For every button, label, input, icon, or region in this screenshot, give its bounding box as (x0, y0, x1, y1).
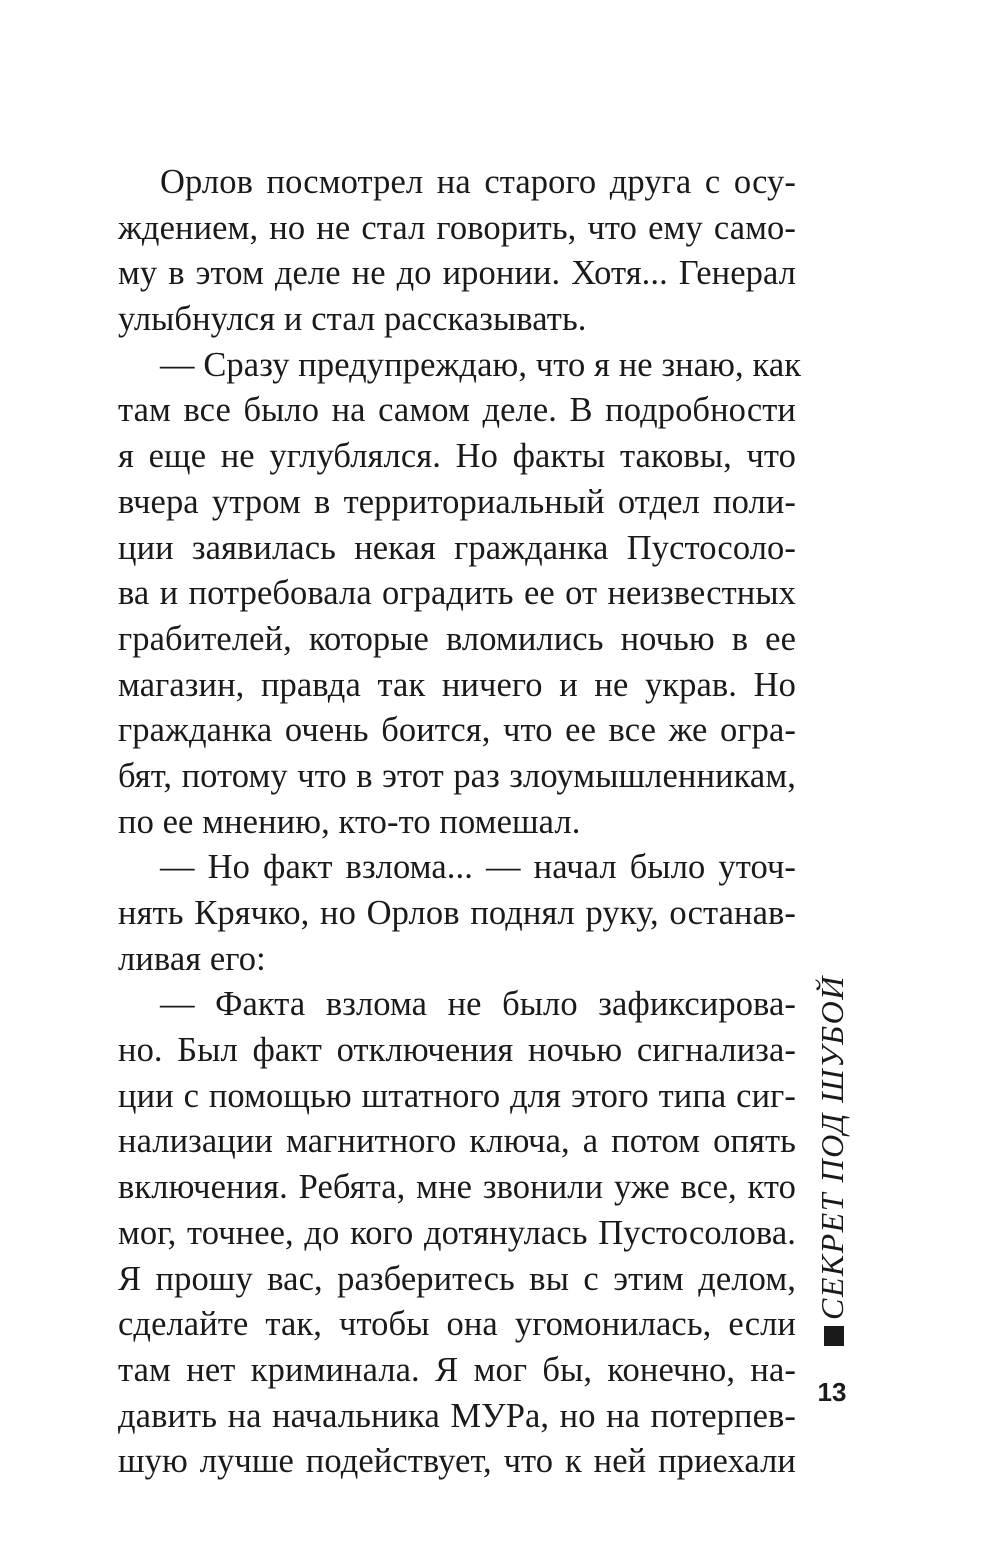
text-line: нализации магнитного ключа, а потом опять (118, 1122, 796, 1161)
square-marker-icon (824, 1326, 844, 1346)
text-line: вчера утром в территориальный отдел поли- (118, 482, 796, 521)
text-line: нять Крячко, но Орлов поднял руку, останав- (118, 894, 796, 932)
text-line: по ее мнению, кто-то помешал. (118, 802, 581, 841)
text-line: давить на начальника МУРа, но на потерпев- (118, 1396, 796, 1435)
text-line: улыбнулся и стал рассказывать. (118, 300, 587, 339)
text-line: сделайте так, чтобы она угомонилась, если (118, 1305, 796, 1344)
body-text (118, 160, 802, 1485)
text-line: — Факта взлома не было зафиксирова- (160, 985, 796, 1024)
text-line: бят, потому что в этот раз злоумышленникам, (118, 756, 796, 795)
text-line: — Сразу предупреждаю, что я не знаю, как (160, 345, 802, 384)
text-line: но. Был факт отключения ночью сигнализа- (118, 1031, 796, 1070)
text-line: ждением, но не стал говорить, что ему само- (118, 208, 796, 247)
text-line: Я прошу вас, разберитесь вы с этим делом, (118, 1259, 796, 1298)
text-line: му в этом деле не до иронии. Хотя... Генерал (118, 254, 796, 293)
running-title: СЕКРЕТ ПОД ШУБОЙ (814, 975, 850, 1320)
text-line: Орлов посмотрел на старого друга с осу- (160, 163, 796, 201)
text-line: там все было на самом деле. В подробности (118, 391, 796, 430)
text-line: ции с помощью штатного для этого типа сиг- (118, 1076, 796, 1115)
text-line: — Но факт взлома... — начал было уточ- (160, 848, 796, 887)
text-line: грабителей, которые вломились ночью в ее (118, 619, 796, 658)
text-line: ции заявилась некая гражданка Пустосоло- (118, 528, 796, 567)
text-line: мог, точнее, до кого дотянулась Пустосолова. (118, 1213, 796, 1252)
text-line: включения. Ребята, мне звонили уже все, кто (118, 1168, 796, 1207)
text-line: магазин, правда так ничего и не украв. Но (118, 665, 796, 704)
page-number: 13 (817, 1377, 847, 1407)
text-line: ва и потребовала оградить ее от неизвестных (118, 574, 796, 613)
text-line: ливая его: (118, 939, 266, 978)
text-line: гражданка очень боится, что ее все же огра- (118, 711, 796, 750)
text-line: шую лучше подействует, что к ней приехали (118, 1442, 796, 1481)
text-line: там нет криминала. Я мог бы, конечно, на- (118, 1350, 796, 1389)
text-line: я еще не углублялся. Но факты таковы, что (118, 437, 796, 476)
